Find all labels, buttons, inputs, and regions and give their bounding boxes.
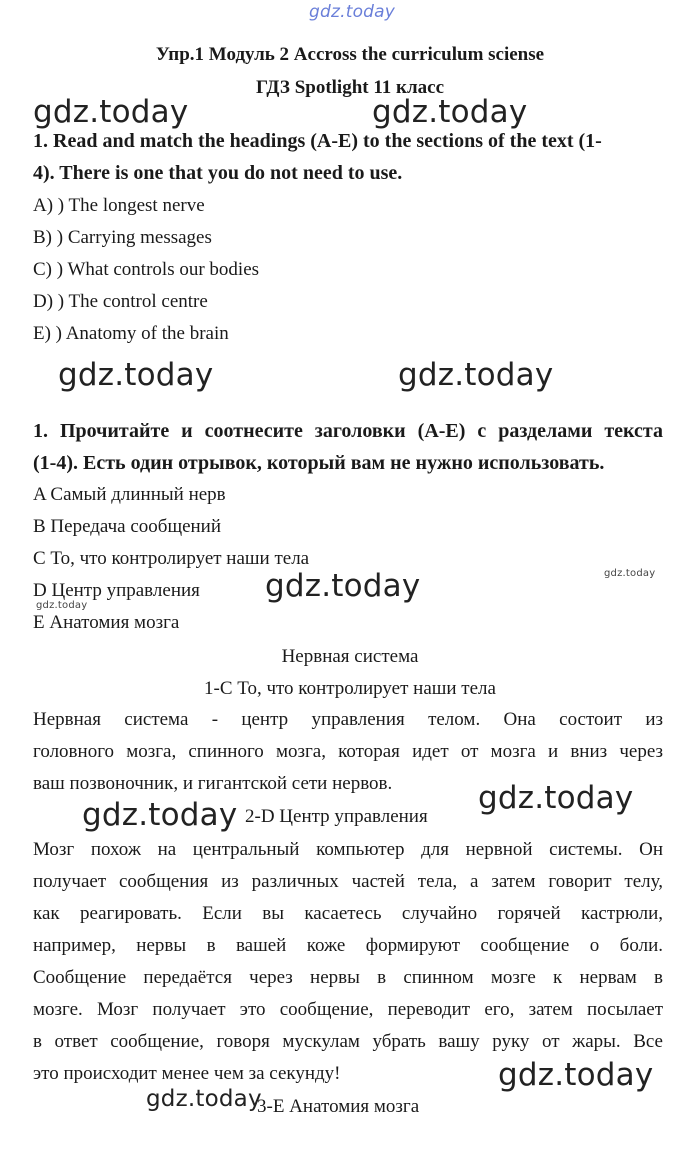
option-en-c: C) ) What controls our bodies: [33, 259, 260, 280]
option-en-e: E) ) Anatomy of the brain: [33, 323, 229, 344]
watermark-top: gdz.today: [309, 2, 396, 22]
text-title: Нервная система: [281, 646, 419, 667]
section2-line: мозге. Мозг получает это сообщение, переводит его, затем посылает: [33, 999, 663, 1020]
watermark: gdz.today: [33, 94, 189, 130]
option-en-a: A) ) The longest nerve: [33, 195, 205, 216]
page-title: Упр.1 Модуль 2 Accross the curriculum sciense: [155, 44, 545, 65]
watermark: gdz.today: [498, 1057, 654, 1093]
watermark: gdz.today: [146, 1086, 262, 1112]
watermark: gdz.today: [82, 797, 238, 833]
option-ru-e: E Анатомия мозга: [33, 612, 180, 633]
section3-heading: 3-E Анатомия мозга: [257, 1096, 420, 1117]
watermark-small: gdz.today: [36, 600, 88, 611]
section2-line: Сообщение передаётся через нервы в спинном мозге к нервам в: [33, 967, 663, 988]
section2-line: получает сообщения из различных частей тела, а затем говорит телу,: [33, 871, 663, 892]
option-ru-c: C То, что контролирует наши тела: [33, 548, 310, 569]
task-ru-line1: 1. Прочитайте и соотнесите заголовки (A-E) с разделами текста: [33, 420, 663, 442]
section2-line: например, нервы в вашей коже формируют сообщение о боли.: [33, 935, 663, 956]
task-ru-line2: (1-4). Есть один отрывок, который вам не нужно использовать.: [33, 452, 605, 474]
watermark: gdz.today: [265, 568, 421, 604]
section2-heading: 2-D Центр управления: [245, 806, 428, 827]
section2-line: Мозг похож на центральный компьютер для нервной системы. Он: [33, 839, 663, 860]
option-en-b: B) ) Carrying messages: [33, 227, 212, 248]
section1-heading: 1-C То, что контролирует наши тела: [204, 678, 496, 699]
page-subtitle: ГДЗ Spotlight 11 класс: [255, 77, 445, 98]
section1-line: Нервная система - центр управления телом. Она состоит из: [33, 709, 663, 730]
watermark: gdz.today: [372, 94, 528, 130]
option-ru-d: D Центр управления: [33, 580, 200, 601]
watermark: gdz.today: [398, 357, 554, 393]
option-ru-a: A Самый длинный нерв: [33, 484, 226, 505]
section2-line: в ответ сообщение, говоря мускулам убрать вашу руку от жары. Все: [33, 1031, 663, 1052]
task-en-line2: 4). There is one that you do not need to use.: [33, 162, 403, 184]
section2-line: как реагировать. Если вы касаетесь случайно горячей кастрюли,: [33, 903, 663, 924]
section2-line: это происходит менее чем за секунду!: [33, 1063, 341, 1084]
section1-line: головного мозга, спинного мозга, которая идет от мозга и вниз через: [33, 741, 663, 762]
option-en-d: D) ) The control centre: [33, 291, 208, 312]
watermark: gdz.today: [478, 780, 634, 816]
watermark-small: gdz.today: [604, 568, 656, 579]
task-en-line1: 1. Read and match the headings (A-E) to the sections of the text (1-: [33, 130, 602, 152]
option-ru-b: B Передача сообщений: [33, 516, 222, 537]
section1-line: ваш позвоночник, и гигантской сети нервов.: [33, 773, 393, 794]
watermark: gdz.today: [58, 357, 214, 393]
